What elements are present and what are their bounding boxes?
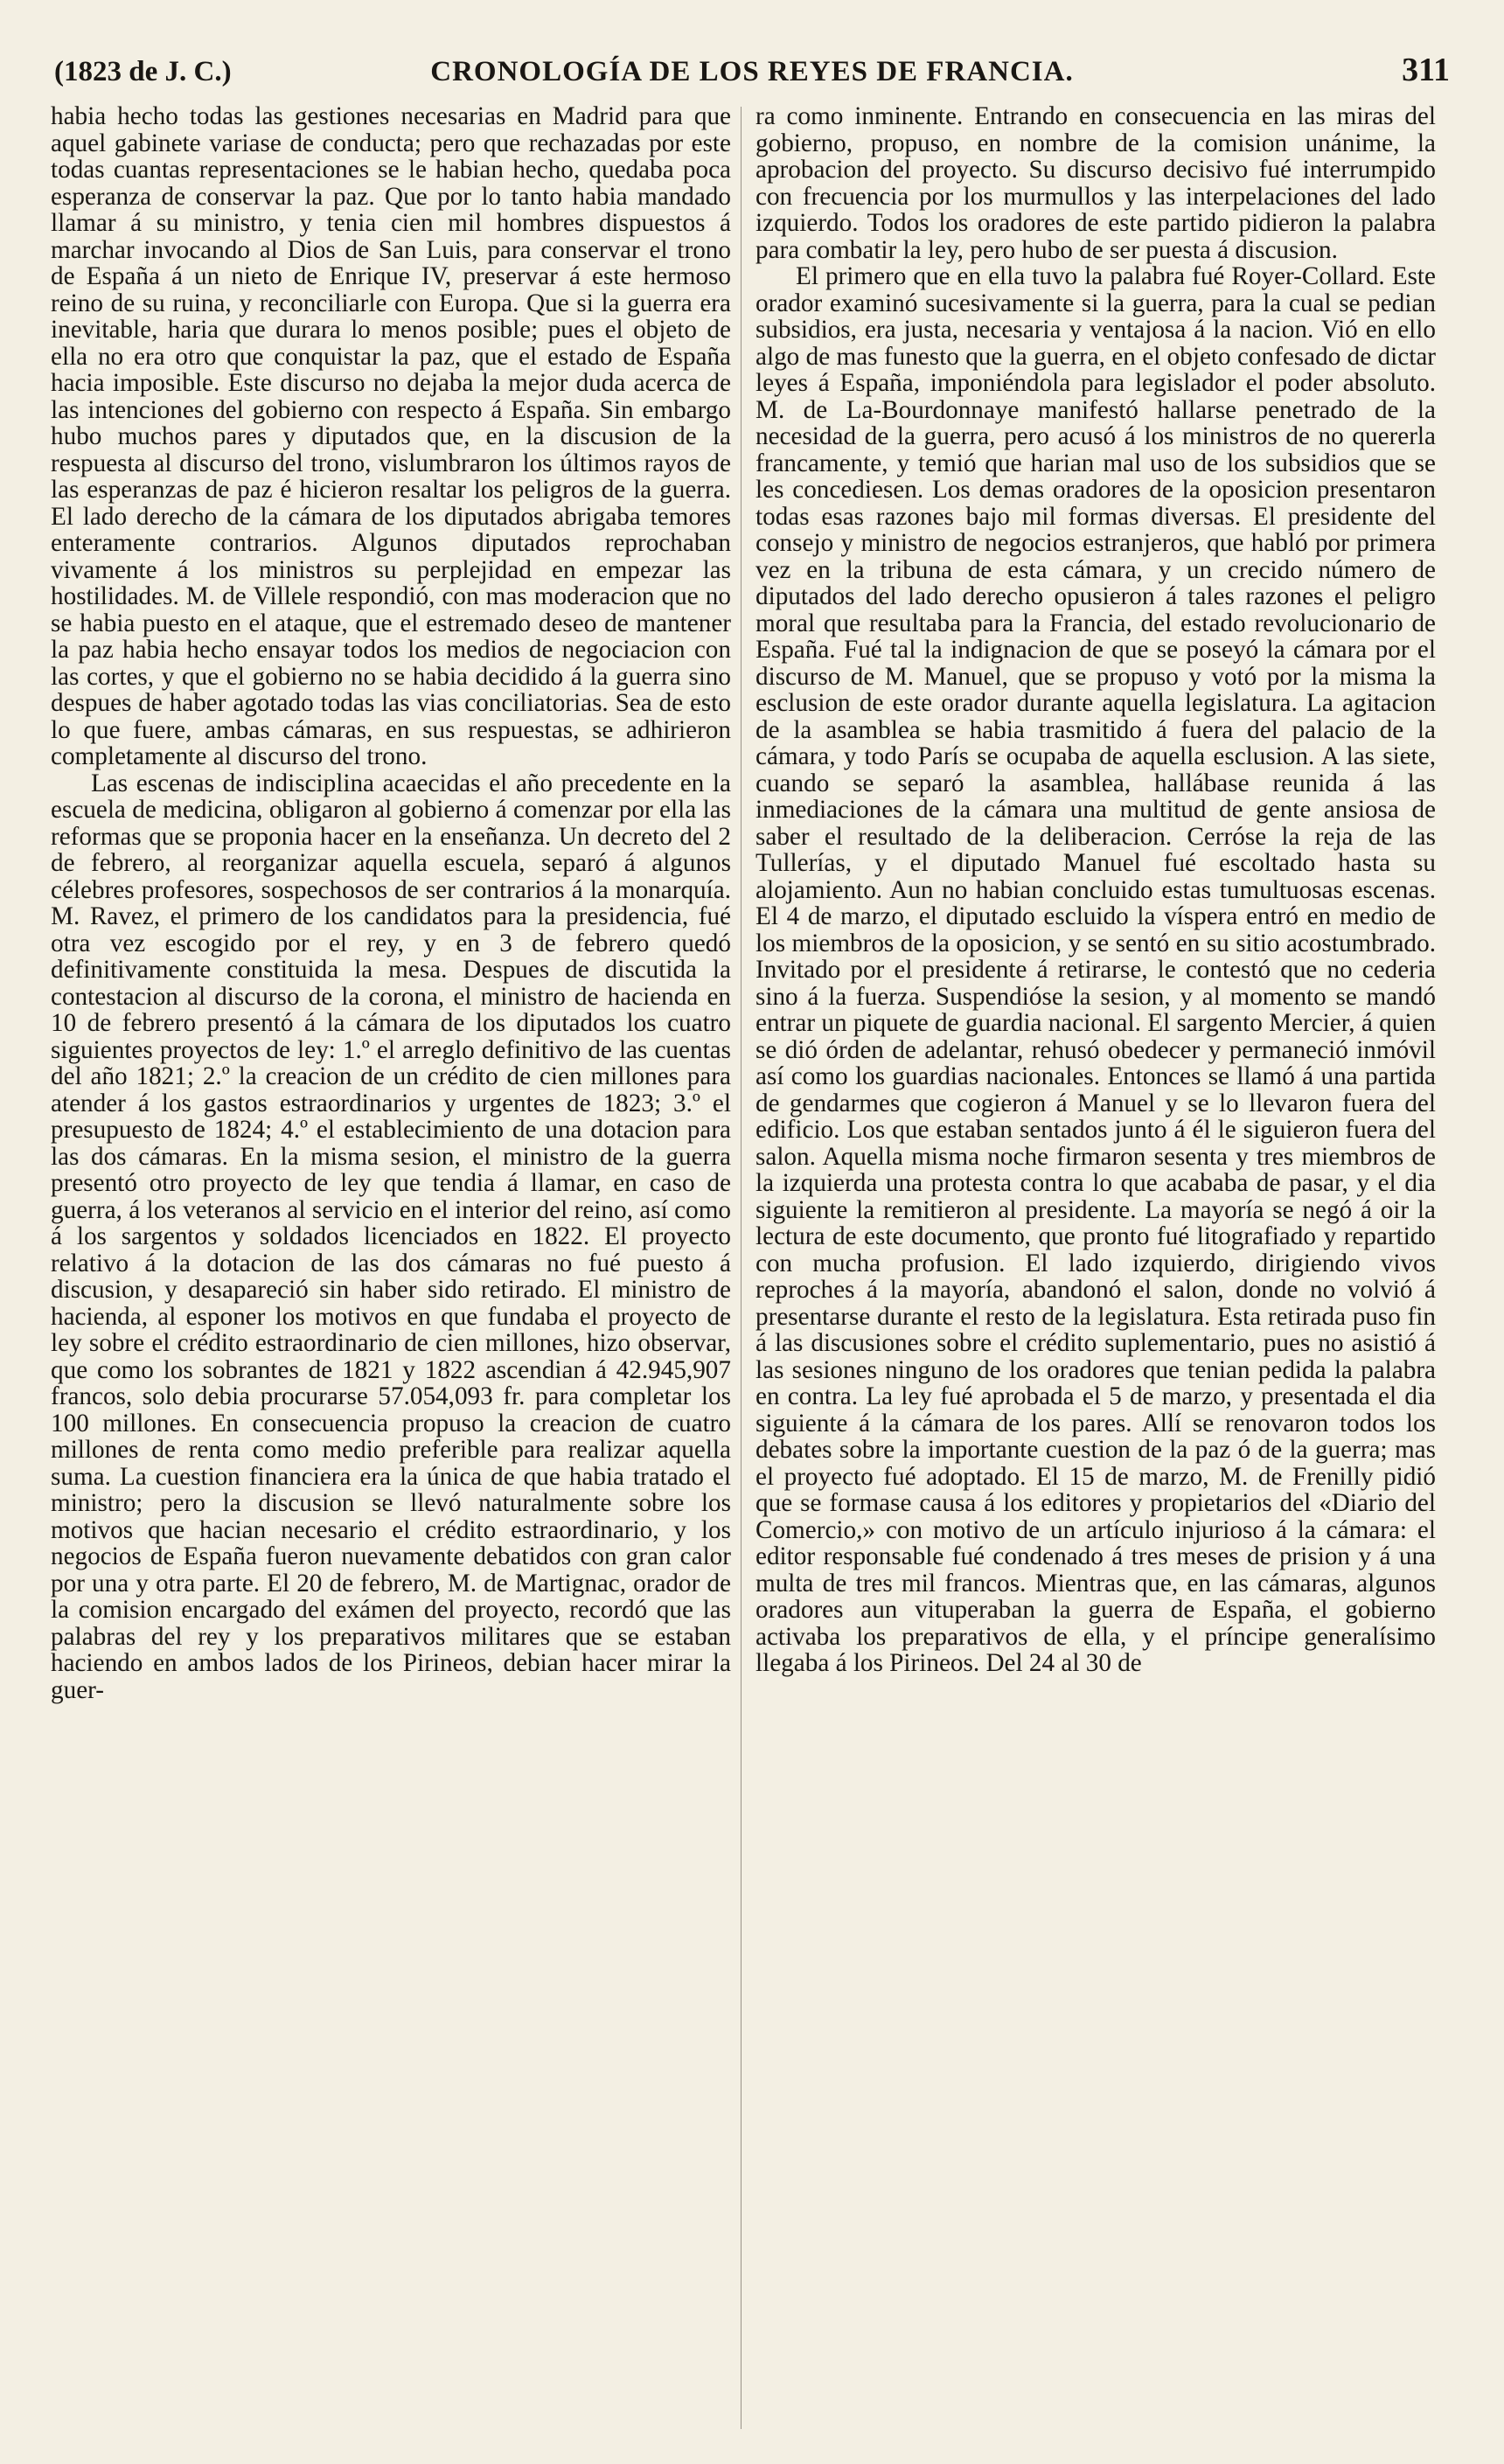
column-divider — [741, 107, 742, 2429]
paragraph: El primero que en ella tuvo la palabra fué Royer-Collard. Este orador examinó sucesivamente si la guerra, para la cual se pedian subsidios, era justa, necesaria y ventajosa á la nacion. Vió en ello algo de mas funesto que la guerra, en el objeto confesado de dictar leyes á España, imponiéndola para legislador el poder absoluto. M. de La-Bourdonnaye manifestó hallarse penetrado de la necesidad de la guerra, pero acusó á los ministros de no quererla francamente, y temió que harian mal uso de los subsidios que se les concediesen. Los demas oradores de la oposicion presentaron todas esas razones bajo mil formas diversas. El presidente del consejo y ministro de negocios estranjeros, que habló por primera vez en la tribuna de esta cámara, y un crecido número de diputados del lado derecho opusieron á tales razones el peligro moral que resultaba para la Francia, del estado revolucionario de España. Fué tal la indignacion de que se poseyó la cámara por el discurso de M. Manuel, que se propuso y votó por la misma la esclusion de este orador durante aquella legislatura. La agitacion de la asamblea se habia trasmitido á fuera del palacio de la cámara, y todo París se ocupaba de aquella esclusion. A las siete, cuando se separó la asamblea, hallábase reunida á las inmediaciones de la cámara una multitud de gente ansiosa de saber el resultado de la deliberacion. Cerróse la reja de las Tullerías, y el diputado Manuel fué escoltado hasta su alojamiento. Aun no habian concluido estas tumultuosas escenas. El 4 de marzo, el diputado escluido la víspera entró en medio de los miembros de la oposicion, y se sentó en su sitio acostumbrado. Invitado por el presidente á retirarse, le contestó que no cederia sino á la fuerza. Suspendióse la sesion, y al momento se mandó entrar un piquete de guardia nacional. El sargento Mercier, á quien se dió órden de adelantar, rehusó obedecer y permaneció inmóvil así como los guardias nacionales. Entonces se llamó á una partida de gendarmes que cogieron á Manuel y se lo llevaron fuera del edificio. Los que estaban sentados junto á él le siguieron fuera del salon. Aquella misma noche firmaron sesenta y tres miembros de la izquierda una protesta contra lo que acababa de pasar, y el dia siguiente la remitieron al presidente. La mayoría se negó á oir la lectura de este documento, que pronto fué litografiado y repartido con mucha profusion. El lado izquierdo, dirigiendo vivos reproches á la mayoría, abandonó el salon, donde no volvió á presentarse durante el resto de la legislatura. Esta retirada puso fin á las discusiones sobre el crédito suplementario, pues no asistió á las sesiones ninguno de los oradores que tenian pedida la palabra en contra. La ley fué aprobada el 5 de marzo, y presentada el dia siguiente á la cámara de los pares. Allí se renovaron todos los debates sobre la importante cuestion de la paz ó de la guerra; mas el proyecto fué adoptado. El 15 de marzo, M. de Frenilly pidió que se formase causa á los editores y propietarios del «Diario del Comercio,» con motivo de un artículo injurioso á la cámara: el editor responsable fué condenado á tres meses de prision y á una multa de tres mil francos. Mientras que, en las cámaras, algunos oradores aun vituperaban la guerra de España, el gobierno activaba los preparativos de ella, y el príncipe generalísimo llegaba á los Pirineos. Del 24 al 30 de — [755, 262, 1436, 1677]
header-date-range: (1823 de J. C.) — [54, 56, 232, 87]
header-title: CRONOLOGÍA DE LOS REYES DE FRANCIA. — [430, 56, 1074, 87]
paragraph: habia hecho todas las gestiones necesarias en Madrid para que aquel gabinete variase de conducta; pero que rechazadas por este todas cuantas representaciones se le habian hecho, quedaba poca esperanza de conservar la paz. Que por lo tanto habia mandado llamar á su ministro, y tenia cien mil hombres dispuestos á marchar invocando al Dios de San Luis, para conservar el trono de España á un nieto de Enrique IV, preservar á este hermoso reino de su ruina, y reconciliarle con Europa. Que si la guerra era inevitable, haria que durara lo menos posible; pues el objeto de ella no era otro que conquistar la paz, que el estado de España hacia imposible. Este discurso no dejaba la mejor duda acerca de las intenciones del gobierno con respecto á España. Sin embargo hubo muchos pares y diputados que, en la discusion de la respuesta al discurso del trono, vislumbraron los últimos rayos de las esperanzas de paz é hicieron resaltar los peligros de la guerra. El lado derecho de la cámara de los diputados abrigaba temores enteramente contrarios. Algunos diputados reprochaban vivamente á los ministros su perplejidad en empezar las hostilidades. M. de Villele respondió, con mas moderacion que no se habia puesto en el ataque, que el estremado deseo de mantener la paz habia hecho ensayar todos los medios de negociacion con las cortes, y que el gobierno no se habia decidido á la guerra sino despues de haber agotado todas las vias conciliatorias. Sea de esto lo que fuere, ambas cámaras, en sus respuestas, se adhirieron completamente al discurso del trono. — [51, 103, 731, 770]
page-number: 311 — [1402, 52, 1450, 88]
page-header — [54, 51, 1450, 103]
paragraph: ra como inminente. Entrando en consecuencia en las miras del gobierno, propuso, en nombre de la comision unánime, la aprobacion del proyecto. Su discurso decisivo fué interrumpido con frecuencia por los murmullos y las interpelaciones del lado izquierdo. Todos los oradores de este partido pidieron la palabra para combatir la ley, pero hubo de ser puesta á discusion. — [755, 103, 1436, 264]
right-column — [755, 103, 1436, 2433]
left-column — [51, 103, 731, 2433]
paragraph: Las escenas de indisciplina acaecidas el año precedente en la escuela de medicina, obligaron al gobierno á comenzar por ella las reformas que se proponia hacer en la enseñanza. Un decreto del 2 de febrero, al reorganizar aquella escuela, separó á algunos célebres profesores, sospechosos de ser contrarios á la monarquía. M. Ravez, el primero de los candidatos para la presidencia, fué otra vez escogido por el rey, y en 3 de febrero quedó definitivamente constituida la mesa. Despues de discutida la contestacion al discurso de la corona, el ministro de hacienda en 10 de febrero presentó á la cámara de los diputados los cuatro siguientes proyectos de ley: 1.º el arreglo definitivo de las cuentas del año 1821; 2.º la creacion de un crédito de cien millones para atender á los gastos estraordinarios y urgentes de 1823; 3.º el presupuesto de 1824; 4.º el establecimiento de una dotacion para las dos cámaras. En la misma sesion, el ministro de la guerra presentó otro proyecto de ley que tendia á llamar, en caso de guerra, á los veteranos al servicio en el interior del reino, así como á los sargentos y soldados licenciados en 1822. El proyecto relativo á la dotacion de las dos cámaras no fué puesto á discusion, y desapareció sin haber sido retirado. El ministro de hacienda, al esponer los motivos en que fundaba el proyecto de ley sobre el crédito estraordinario de cien millones, hizo observar, que como los sobrantes de 1821 y 1822 ascendian á 42.945,907 francos, solo debia procurarse 57.054,093 fr. para completar los 100 millones. En consecuencia propuso la creacion de cuatro millones de renta como medio preferible para realizar aquella suma. La cuestion financiera era la única de que habia tratado el ministro; pero la discusion se llevó naturalmente sobre los motivos que hacian necesario el crédito estraordinario, y los negocios de España fueron nuevamente debatidos con gran calor por una y otra parte. El 20 de febrero, M. de Martignac, orador de la comision encargado del exámen del proyecto, recordó que las palabras del rey y los preparativos militares que se estaban haciendo en ambos lados de los Pirineos, debian hacer mirar la guer- — [51, 769, 731, 1704]
